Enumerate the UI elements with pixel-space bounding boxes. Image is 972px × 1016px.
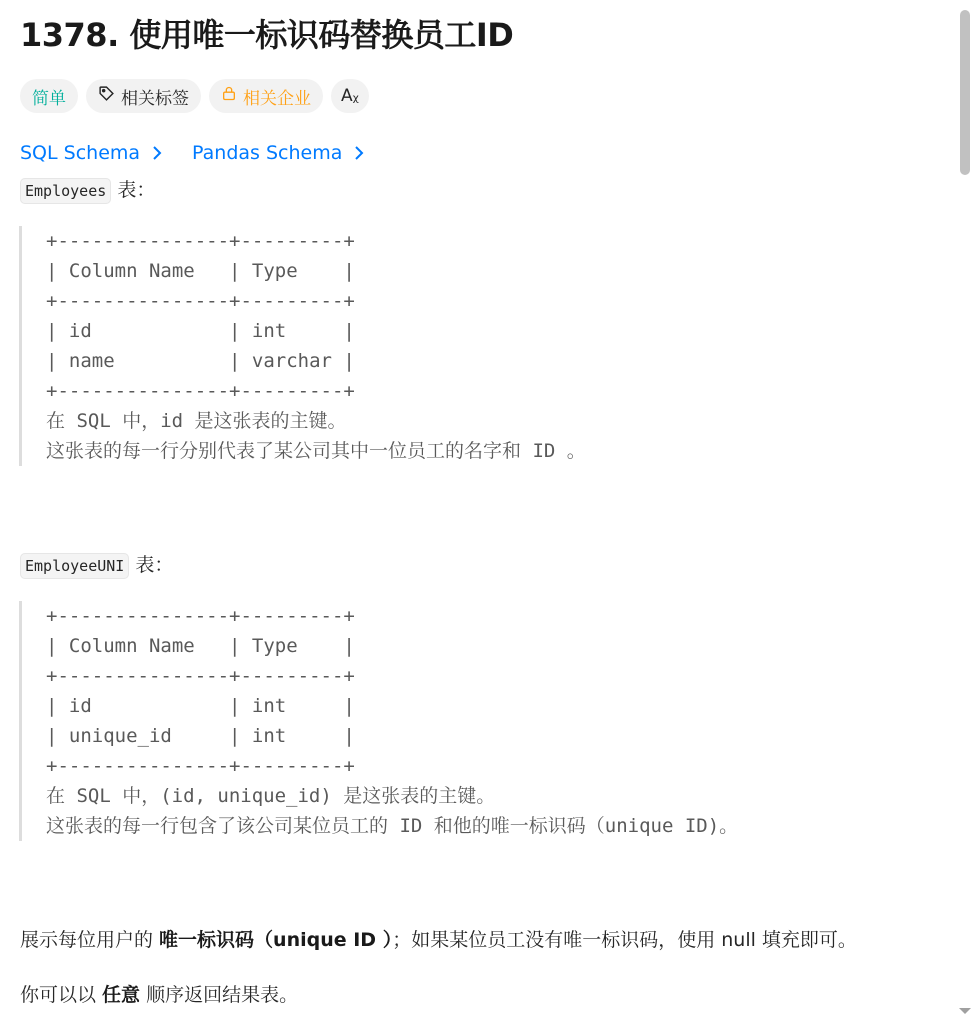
related-companies-button[interactable] bbox=[209, 79, 323, 113]
translate-icon: Aᵪ bbox=[341, 86, 359, 106]
table2-row-note: 这张表的每一行包含了该公司某位员工的 ID 和他的唯一标识码（unique ID)。 bbox=[46, 815, 739, 837]
schema-line: +---------------+---------+ bbox=[46, 755, 355, 777]
table2-primary-key-note: 在 SQL 中，(id, unique_id) 是这张表的主键。 bbox=[46, 785, 496, 807]
lock-icon bbox=[221, 85, 243, 107]
problem-tags bbox=[20, 79, 369, 113]
table1-name: Employees bbox=[20, 178, 111, 204]
vertical-scrollbar[interactable] bbox=[957, 0, 972, 1016]
table1-row-note: 这张表的每一行分别代表了某公司其中一位员工的名字和 ID 。 bbox=[46, 440, 586, 462]
table1-heading bbox=[20, 175, 155, 202]
translate-button[interactable] bbox=[331, 79, 369, 113]
problem-title: 1378. 使用唯一标识码替换员工ID bbox=[20, 16, 514, 54]
desc1-post: ；如果某位员工没有唯一标识码，使用 null 填充即可。 bbox=[392, 929, 857, 951]
schema-line: +---------------+---------+ bbox=[46, 380, 355, 402]
description-paragraph-2 bbox=[20, 980, 298, 1007]
chevron-right-icon bbox=[152, 145, 162, 161]
desc1-pre: 展示每位用户的 bbox=[20, 929, 160, 951]
schema-links bbox=[20, 142, 364, 164]
chevron-right-icon bbox=[354, 145, 364, 161]
desc1-bold: 唯一标识码（unique ID ） bbox=[159, 929, 393, 951]
description-paragraph-1 bbox=[20, 925, 857, 952]
table1-suffix: 表： bbox=[111, 179, 156, 201]
pandas-schema-label: Pandas Schema bbox=[192, 142, 343, 164]
schema-line: +---------------+---------+ bbox=[46, 290, 355, 312]
table2-heading bbox=[20, 550, 173, 577]
desc2-pre: 你可以以 bbox=[20, 984, 103, 1006]
schema-line: | Column Name | Type | bbox=[46, 260, 355, 282]
related-companies-label: 相关企业 bbox=[243, 88, 311, 109]
schema-line: | name | varchar | bbox=[46, 350, 355, 372]
tag-icon bbox=[98, 85, 121, 107]
desc2-bold: 任意 bbox=[102, 984, 141, 1006]
desc2-post: 顺序返回结果表。 bbox=[140, 984, 299, 1006]
sql-schema-label: SQL Schema bbox=[20, 142, 141, 164]
table1-schema-block bbox=[19, 226, 586, 466]
difficulty-label: 简单 bbox=[32, 88, 66, 109]
difficulty-badge[interactable] bbox=[20, 79, 78, 113]
schema-line: +---------------+---------+ bbox=[46, 230, 355, 252]
schema-line: | unique_id | int | bbox=[46, 725, 355, 747]
schema-line: | id | int | bbox=[46, 695, 355, 717]
schema-line: | id | int | bbox=[46, 320, 355, 342]
pandas-schema-link[interactable] bbox=[192, 142, 364, 164]
schema-line: | Column Name | Type | bbox=[46, 635, 355, 657]
scroll-down-arrow-icon[interactable] bbox=[959, 1008, 971, 1014]
table1-primary-key-note: 在 SQL 中，id 是这张表的主键。 bbox=[46, 410, 347, 432]
schema-line: +---------------+---------+ bbox=[46, 665, 355, 687]
table2-suffix: 表： bbox=[129, 554, 174, 576]
table2-schema-block bbox=[19, 601, 738, 841]
related-topics-label: 相关标签 bbox=[121, 88, 189, 109]
sql-schema-link[interactable] bbox=[20, 142, 162, 164]
related-topics-button[interactable] bbox=[86, 79, 201, 113]
table2-name: EmployeeUNI bbox=[20, 553, 129, 579]
schema-line: +---------------+---------+ bbox=[46, 605, 355, 627]
scrollbar-thumb[interactable] bbox=[960, 10, 970, 175]
